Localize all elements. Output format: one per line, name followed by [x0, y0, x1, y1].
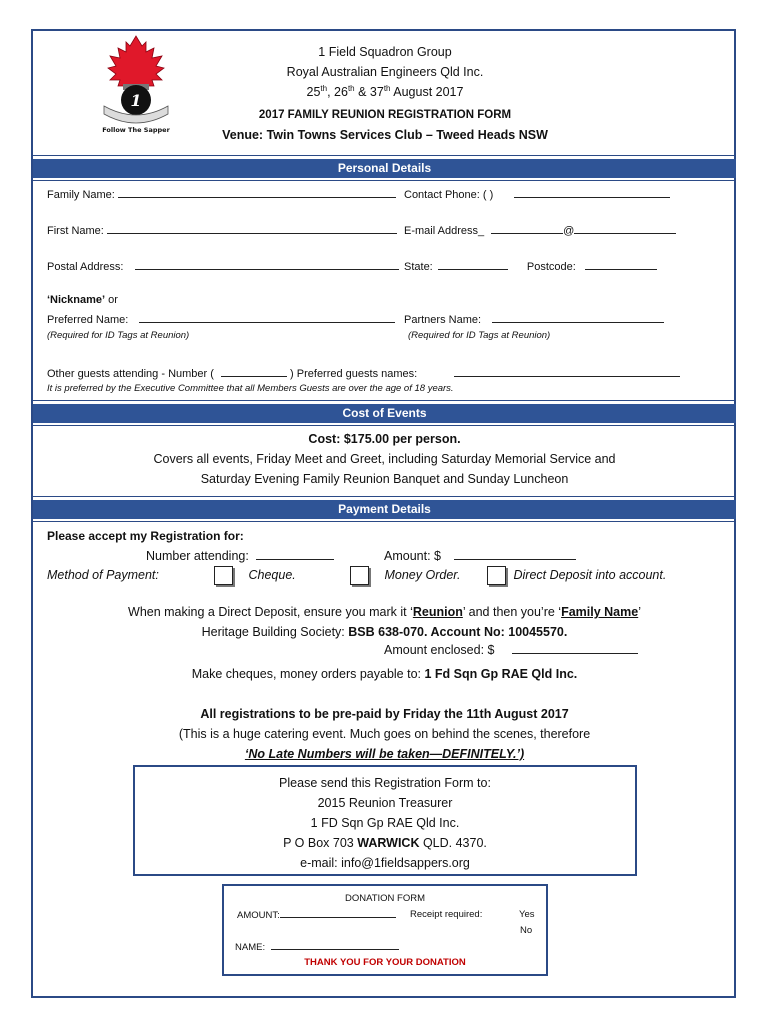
cheque-option[interactable]: Cheque.: [214, 566, 296, 585]
amount-field[interactable]: [454, 549, 576, 560]
family-name-field[interactable]: [118, 187, 396, 198]
deposit-reference-line: When making a Direct Deposit, ensure you mark it ‘Reunion’ and then you’re ‘Family Name’: [128, 605, 641, 619]
form-header: [0, 42, 770, 145]
no-late-numbers: ‘No Late Numbers will be taken—DEFINITELY.’): [244, 747, 525, 761]
receipt-label: Receipt required:: [410, 909, 483, 920]
payable-to: Make cheques, money orders payable to: 1 Fd Sqn Gp RAE Qld Inc.: [191, 667, 578, 681]
email-row: E-mail Address_ @: [404, 223, 676, 237]
partners-name-label: Partners Name:: [404, 314, 482, 326]
section-cost-of-events: Cost of Events: [33, 404, 736, 423]
id-tag-note: (Required for ID Tags at Reunion): [408, 330, 551, 341]
donation-amount-row: AMOUNT:: [237, 909, 396, 921]
accept-registration: Please accept my Registration for:: [47, 529, 244, 543]
bank-details: Heritage Building Society: BSB 638-070. Account No: 10045570.: [201, 625, 568, 639]
amount-enclosed-row: Amount enclosed: $: [384, 643, 638, 657]
amount-row: Amount: $: [384, 549, 576, 563]
section-payment-details: Payment Details: [33, 500, 736, 519]
postal-row: [47, 259, 399, 273]
divider: [33, 496, 736, 497]
family-name-label: Family Name:: [47, 189, 115, 201]
divider: [33, 425, 736, 426]
nickname-line: ‘Nickname’ or: [47, 294, 118, 306]
catering-note: (This is a huge catering event. Much goes on behind the scenes, therefore: [178, 727, 591, 741]
donation-title: DONATION FORM: [344, 893, 426, 904]
donation-amount-field[interactable]: [280, 909, 396, 918]
money-order-checkbox[interactable]: [350, 566, 369, 585]
svg-text:Follow The Sapper: Follow The Sapper: [102, 126, 170, 134]
form-title: 2017 FAMILY REUNION REGISTRATION FORM: [258, 109, 512, 121]
venue-line: Venue: Twin Towns Services Club – Tweed Heads NSW: [222, 128, 548, 142]
postcode-field[interactable]: [585, 259, 657, 270]
direct-deposit-option[interactable]: Direct Deposit into account.: [487, 566, 666, 585]
contact-phone-label: Contact Phone: ( ): [404, 189, 494, 201]
guest-age-note: It is preferred by the Executive Committee that all Members Guests are over the age of 18 years.: [47, 383, 454, 394]
number-attending-field[interactable]: [256, 549, 334, 560]
contact-phone-field[interactable]: [514, 187, 670, 198]
mailing-address-box: Please send this Registration Form to: 2015 Reunion Treasurer 1 FD Sqn Gp RAE Qld Inc. P O Box 703 WARWICK QLD. 4370. e-mail: info@1fieldsappers.org: [133, 765, 637, 876]
org-name: 1 Field Squadron Group: [318, 45, 452, 59]
donation-name-row: NAME:: [235, 941, 399, 953]
divider: [33, 180, 736, 181]
donation-name-field[interactable]: [271, 941, 399, 950]
partners-name-field[interactable]: [492, 312, 664, 323]
cost-details: [33, 429, 736, 489]
prepaid-notice: [33, 704, 736, 764]
covers-line: Covers all events, Friday Meet and Greet, including Saturday Memorial Service and: [153, 452, 616, 466]
first-name-row: [47, 223, 397, 237]
first-name-label: First Name:: [47, 225, 104, 237]
number-attending-row: Number attending:: [146, 549, 334, 563]
contact-email[interactable]: e-mail: info@1fieldsappers.org: [300, 856, 470, 870]
postcode-label: Postcode:: [526, 261, 576, 273]
prepaid-deadline: All registrations to be pre-paid by Friday the 11th August 2017: [200, 707, 569, 721]
deposit-instructions: [33, 602, 736, 642]
other-guests-row: Other guests attending - Number ( ) Preferred guests names:: [47, 366, 680, 380]
id-tag-note: (Required for ID Tags at Reunion): [47, 330, 190, 341]
email-domain-field[interactable]: [574, 223, 676, 234]
cost-line: Cost: $175.00 per person.: [308, 432, 461, 446]
contact-phone-row: [404, 187, 670, 201]
partners-name-row: [404, 312, 664, 326]
receipt-no[interactable]: No: [520, 925, 533, 936]
first-name-field[interactable]: [107, 223, 397, 234]
state-field[interactable]: [438, 259, 508, 270]
svg-text:1: 1: [130, 91, 142, 110]
amount-enclosed-field[interactable]: [512, 643, 638, 654]
preferred-name-field[interactable]: [139, 312, 395, 323]
direct-deposit-checkbox[interactable]: [487, 566, 506, 585]
email-label: E-mail Address_: [404, 225, 485, 237]
nickname-label: ‘Nickname’: [47, 294, 106, 306]
email-user-field[interactable]: [491, 223, 563, 234]
guest-number-field[interactable]: [221, 366, 287, 377]
donation-thanks: THANK YOU FOR YOUR DONATION: [304, 957, 466, 968]
event-dates: 25th, 26th & 37th August 2017: [306, 83, 464, 99]
money-order-option[interactable]: Money Order.: [350, 566, 460, 585]
state-label: State:: [404, 261, 433, 273]
postal-label: Postal Address:: [47, 261, 124, 273]
donation-form: [222, 884, 548, 976]
preferred-name-row: [47, 312, 395, 326]
cheque-checkbox[interactable]: [214, 566, 233, 585]
family-name-row: [47, 187, 396, 201]
org-subtitle: Royal Australian Engineers Qld Inc.: [286, 65, 484, 79]
guest-names-field[interactable]: [454, 366, 680, 377]
divider: [33, 155, 736, 156]
postal-field[interactable]: [135, 259, 399, 270]
state-row: [404, 259, 657, 273]
method-label: Method of Payment:: [47, 568, 159, 582]
covers-line: Saturday Evening Family Reunion Banquet and Sunday Luncheon: [200, 472, 569, 486]
divider: [33, 400, 736, 401]
receipt-yes[interactable]: Yes: [519, 909, 535, 920]
divider: [33, 521, 736, 522]
preferred-name-label: Preferred Name:: [47, 314, 129, 326]
section-personal-details: Personal Details: [33, 159, 736, 178]
